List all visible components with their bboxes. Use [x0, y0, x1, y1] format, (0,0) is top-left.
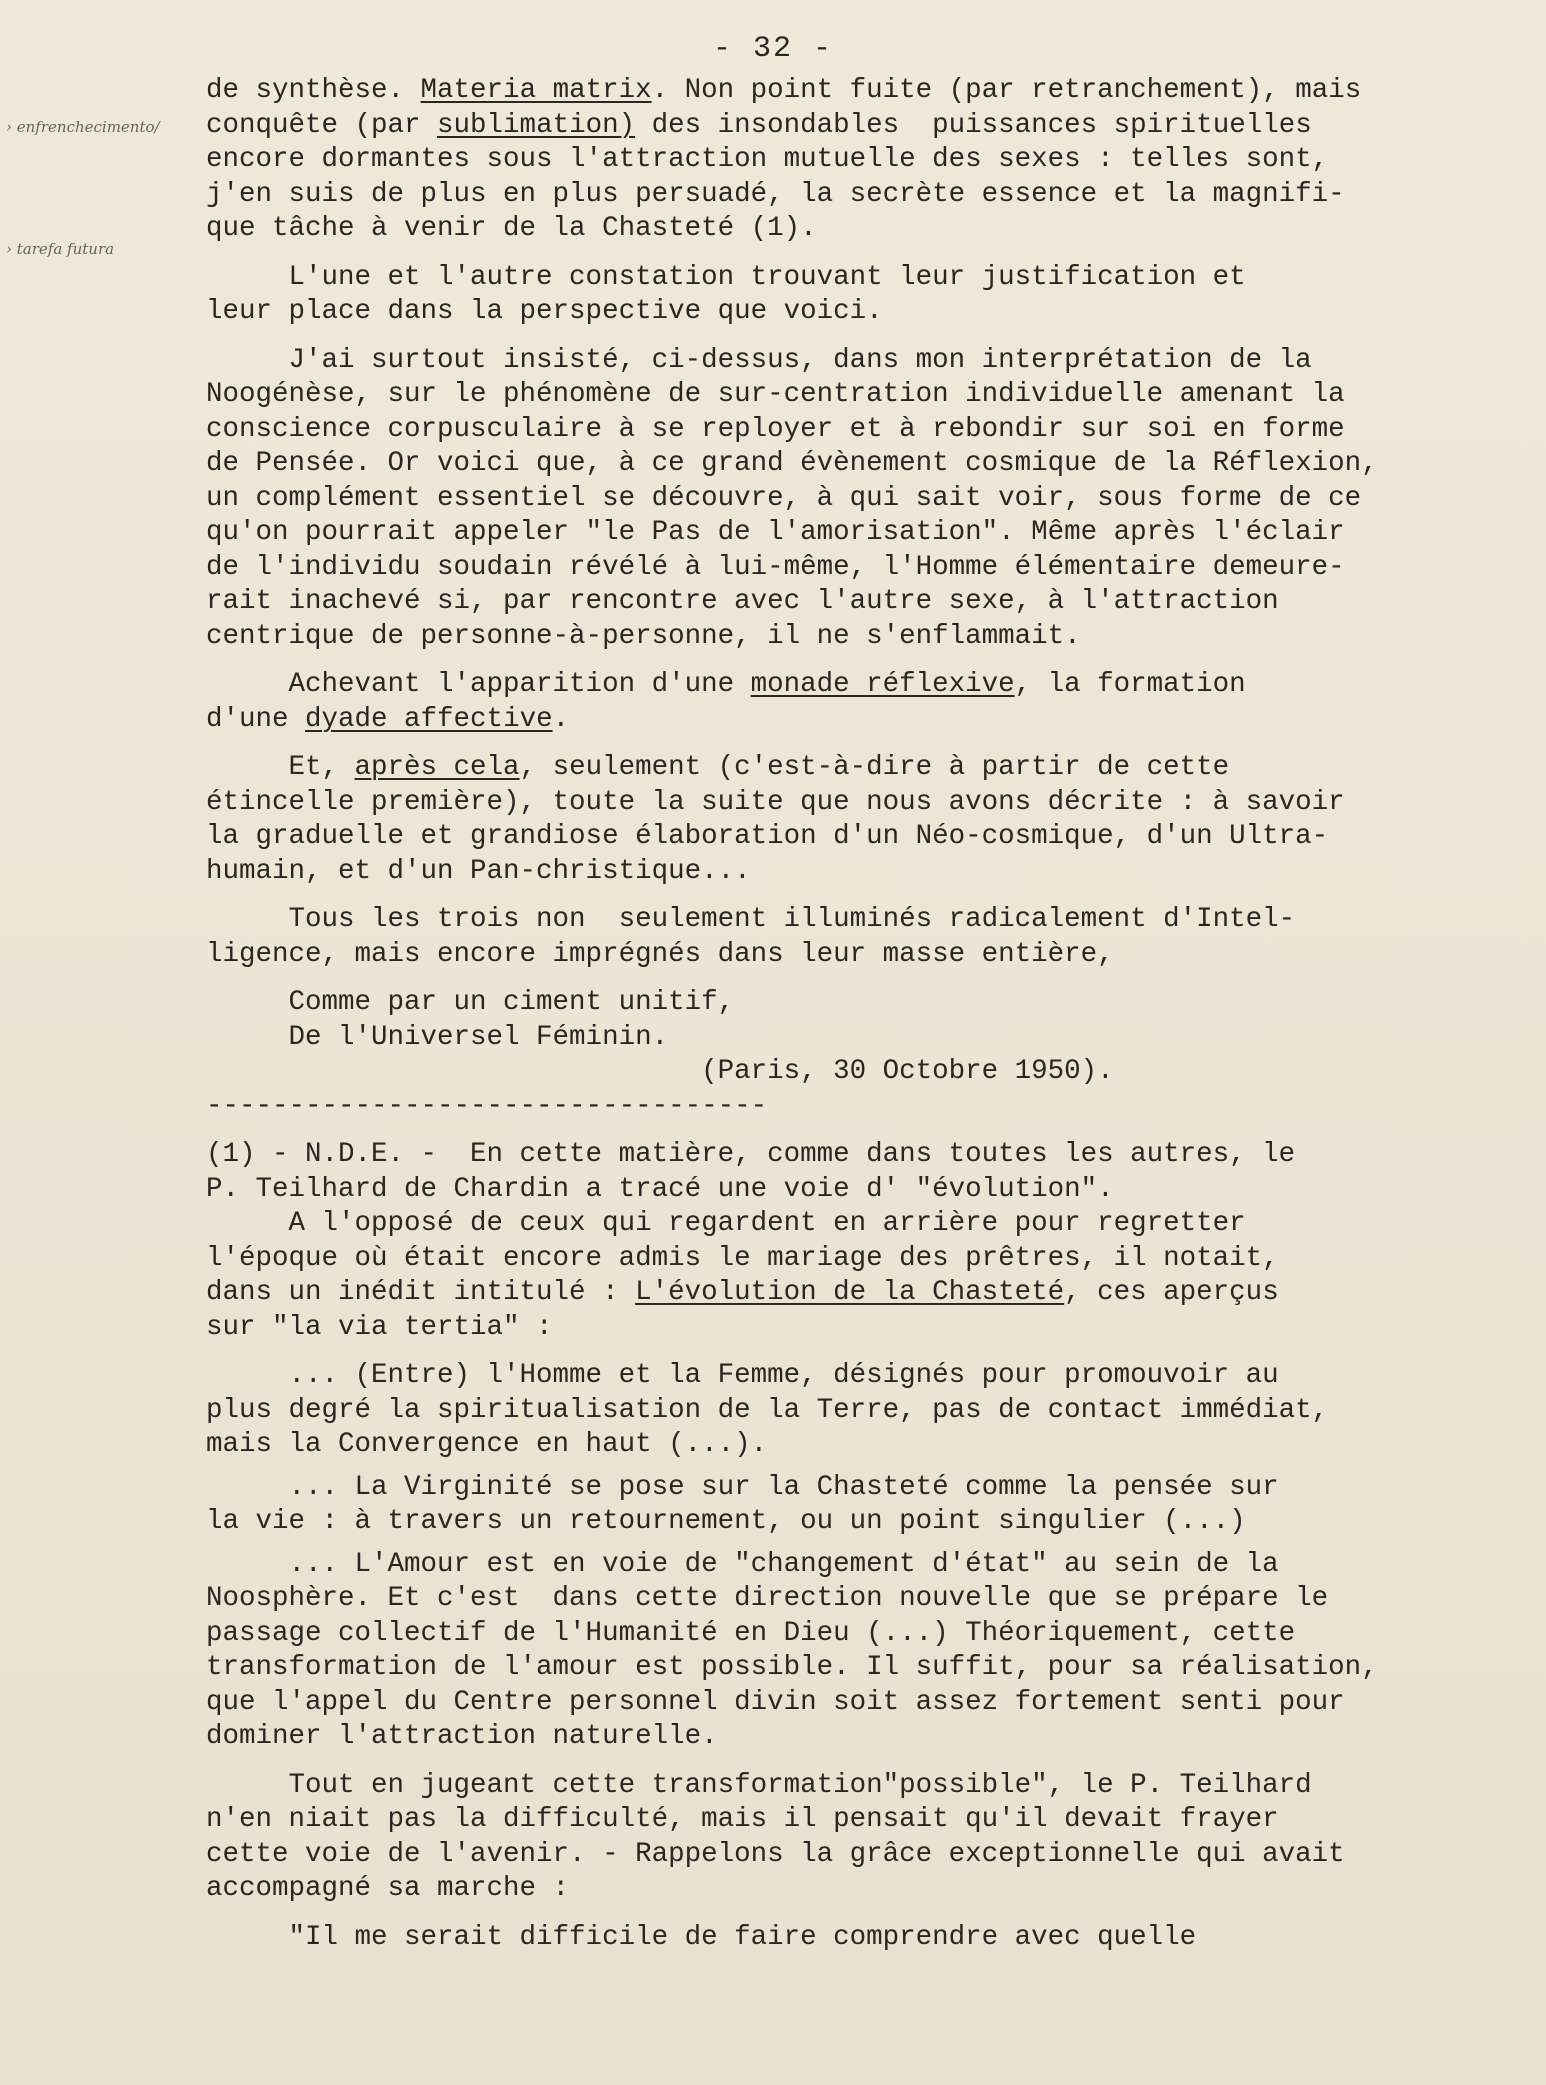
text-line	[206, 1021, 1506, 1056]
text-segment: conquête (par	[206, 109, 438, 141]
text-line	[206, 1838, 1506, 1873]
text-segment: J'ai surtout insisté, ci-dessus, dans mon interprétation de la	[206, 344, 1312, 376]
text-segment: d'une	[206, 703, 306, 735]
text-segment: dans un inédit intitulé :	[206, 1277, 636, 1308]
text-line	[206, 1138, 1506, 1173]
text-segment: Comme par un ciment unitif,	[206, 987, 735, 1018]
underlined-phrase: dyade affective	[305, 703, 553, 735]
text-segment: rait inachevé si, par rencontre avec l'autre sexe, à l'attraction	[206, 586, 1279, 617]
text-segment: "Il me serait difficile de faire comprendre avec quelle	[206, 1921, 1197, 1953]
text-line	[206, 261, 1506, 296]
text-segment: que l'appel du Centre personnel divin soit assez fortement senti pour	[206, 1686, 1345, 1718]
text-line	[206, 74, 1506, 109]
text-line	[206, 1471, 1506, 1506]
text-line	[206, 1242, 1506, 1277]
text-segment: P. Teilhard de Chardin a tracé une voie d' "évolution".	[206, 1173, 1114, 1205]
text-line	[206, 1872, 1506, 1907]
margin-note: › tarefa futura	[6, 240, 115, 258]
text-segment: ... (Entre) l'Homme et la Femme, désignés pour promouvoir au	[206, 1360, 1279, 1391]
text-segment: qu'on pourrait appeler "le Pas de l'amorisation". Même après l'éclair	[206, 517, 1345, 548]
paragraph-gap	[206, 330, 1506, 344]
text-line	[206, 1582, 1506, 1617]
document-body	[206, 74, 1506, 1955]
text-segment: Et,	[206, 752, 355, 783]
text-line	[206, 1207, 1506, 1242]
text-line	[206, 820, 1506, 855]
text-segment: mais la Convergence en haut (...).	[206, 1429, 768, 1460]
text-segment: Noosphère. Et c'est dans cette direction nouvelle que se prépare le	[206, 1583, 1329, 1614]
text-segment: ... L'Amour est en voie de "changement d'état" au sein de la	[206, 1548, 1279, 1580]
text-segment: étincelle première), toute la suite que nous avons décrite : à savoir	[206, 786, 1345, 818]
text-segment: plus degré la spiritualisation de la Terre, pas de contact immédiat,	[206, 1394, 1329, 1426]
text-segment: sur "la via tertia" :	[206, 1311, 553, 1343]
text-segment: .	[552, 703, 570, 735]
text-segment: (1) - N.D.E. - En cette matière, comme dans toutes les autres, le	[206, 1139, 1296, 1170]
text-segment: la vie : à travers un retournement, ou un point singulier (...)	[206, 1506, 1246, 1537]
margin-note: › enfrenchecimento/	[6, 118, 160, 136]
text-line	[206, 938, 1506, 973]
text-segment: l'époque où était encore admis le mariage des prêtres, il notait,	[206, 1242, 1279, 1274]
text-line	[206, 585, 1506, 620]
underlined-phrase: Materia matrix	[420, 75, 652, 106]
text-line	[206, 447, 1506, 482]
text-line	[206, 1769, 1506, 1804]
text-line	[206, 1428, 1506, 1463]
text-segment: , la formation	[1014, 669, 1246, 700]
text-segment: De l'Universel Féminin.	[206, 1021, 669, 1053]
text-segment: leur place dans la perspective que voici.	[206, 296, 883, 327]
text-segment: de Pensée. Or voici que, à ce grand évènement cosmique de la Réflexion,	[206, 448, 1378, 479]
text-line	[206, 1055, 1506, 1090]
text-line	[206, 551, 1506, 586]
text-segment: ... La Virginité se pose sur la Chasteté comme la pensée sur	[206, 1471, 1279, 1503]
text-segment: A l'opposé de ceux qui regardent en arrière pour regretter	[206, 1208, 1246, 1239]
text-line	[206, 344, 1506, 379]
text-line	[206, 378, 1506, 413]
text-segment: , ces aperçus	[1064, 1277, 1279, 1308]
text-segment: j'en suis de plus en plus persuadé, la secrète essence et la magnifi-	[206, 178, 1345, 210]
paragraph-gap	[206, 1463, 1506, 1471]
text-line	[206, 413, 1506, 448]
text-segment: transformation de l'amour est possible. Il suffit, pour sa réalisation,	[206, 1652, 1378, 1683]
text-segment: centrique de personne-à-personne, il ne s'enflammait.	[206, 620, 1081, 652]
text-line	[206, 1651, 1506, 1686]
paragraph-gap	[206, 1540, 1506, 1548]
text-line	[206, 855, 1506, 890]
paragraph-gap	[206, 654, 1506, 668]
paragraph-gap	[206, 737, 1506, 751]
paragraph-gap	[206, 1124, 1506, 1138]
text-line	[206, 1359, 1506, 1394]
underlined-phrase: après cela	[354, 752, 520, 783]
text-segment: L'une et l'autre constation trouvant leur justification et	[206, 261, 1246, 293]
text-segment: de synthèse.	[206, 75, 421, 106]
text-segment: la graduelle et grandiose élaboration d'un Néo-cosmique, d'un Ultra-	[206, 821, 1329, 852]
text-line	[206, 1720, 1506, 1755]
text-segment: ligence, mais encore imprégnés dans leur masse entière,	[206, 938, 1114, 970]
text-segment: , seulement (c'est-à-dire à partir de cette	[519, 752, 1230, 783]
text-segment: conscience corpusculaire à se reployer et à rebondir sur soi en forme	[206, 413, 1345, 445]
text-line	[206, 703, 1506, 738]
text-line	[206, 212, 1506, 247]
text-segment: Achevant l'apparition d'une	[206, 669, 751, 700]
text-line	[206, 1276, 1506, 1311]
text-segment: cette voie de l'avenir. - Rappelons la grâce exceptionnelle qui avait	[206, 1838, 1345, 1870]
paragraph-gap	[206, 1755, 1506, 1769]
paragraph-gap	[206, 972, 1506, 986]
underlined-phrase: L'évolution de la Chasteté	[635, 1277, 1065, 1308]
text-segment: n'en niait pas la difficulté, mais il pensait qu'il devait frayer	[206, 1804, 1279, 1835]
text-segment: . Non point fuite (par retranchement), mais	[651, 75, 1362, 106]
text-segment: Tout en jugeant cette transformation"possible", le P. Teilhard	[206, 1769, 1312, 1801]
underlined-phrase: monade réflexive	[750, 669, 1015, 700]
text-segment: accompagné sa marche :	[206, 1873, 570, 1904]
text-line	[206, 786, 1506, 821]
paragraph-gap	[206, 1345, 1506, 1359]
text-segment: des insondables puissances spirituelles	[635, 109, 1312, 141]
underlined-phrase: sublimation)	[437, 109, 636, 141]
page-number: - 32 -	[712, 32, 834, 66]
text-segment: (Paris, 30 Octobre 1950).	[206, 1056, 1114, 1087]
text-line	[206, 482, 1506, 517]
text-line	[206, 620, 1506, 655]
text-line	[206, 1173, 1506, 1208]
text-line	[206, 1548, 1506, 1583]
text-line	[206, 1686, 1506, 1721]
text-segment: de l'individu soudain révélé à lui-même, l'Homme élémentaire demeure-	[206, 551, 1345, 583]
text-segment: humain, et d'un Pan-christique...	[206, 855, 751, 887]
text-line	[206, 903, 1506, 938]
text-line	[206, 1617, 1506, 1652]
footnote-rule: ----------------------------------	[206, 1090, 768, 1122]
text-segment: un complément essentiel se découvre, à qui sait voir, sous forme de ce	[206, 482, 1362, 514]
text-line	[206, 1311, 1506, 1346]
text-line	[206, 986, 1506, 1021]
paragraph-gap	[206, 889, 1506, 903]
text-line	[206, 516, 1506, 551]
text-segment: encore dormantes sous l'attraction mutuelle des sexes : telles sont,	[206, 144, 1329, 175]
text-line	[206, 1921, 1506, 1956]
text-line	[206, 1505, 1506, 1540]
text-line	[206, 1803, 1506, 1838]
text-line	[206, 668, 1506, 703]
text-line	[206, 109, 1506, 144]
text-line	[206, 751, 1506, 786]
text-line	[206, 295, 1506, 330]
text-segment: dominer l'attraction naturelle.	[206, 1721, 718, 1752]
text-segment: que tâche à venir de la Chasteté (1).	[206, 213, 817, 244]
text-segment: Noogénèse, sur le phénomène de sur-centration individuelle amenant la	[206, 379, 1345, 410]
text-line	[206, 143, 1506, 178]
text-line	[206, 178, 1506, 213]
text-segment: Tous les trois non seulement illuminés radicalement d'Intel-	[206, 904, 1296, 935]
text-line	[206, 1394, 1506, 1429]
paragraph-gap	[206, 1907, 1506, 1921]
paragraph-gap	[206, 247, 1506, 261]
text-segment: passage collectif de l'Humanité en Dieu (...) Théoriquement, cette	[206, 1617, 1296, 1649]
